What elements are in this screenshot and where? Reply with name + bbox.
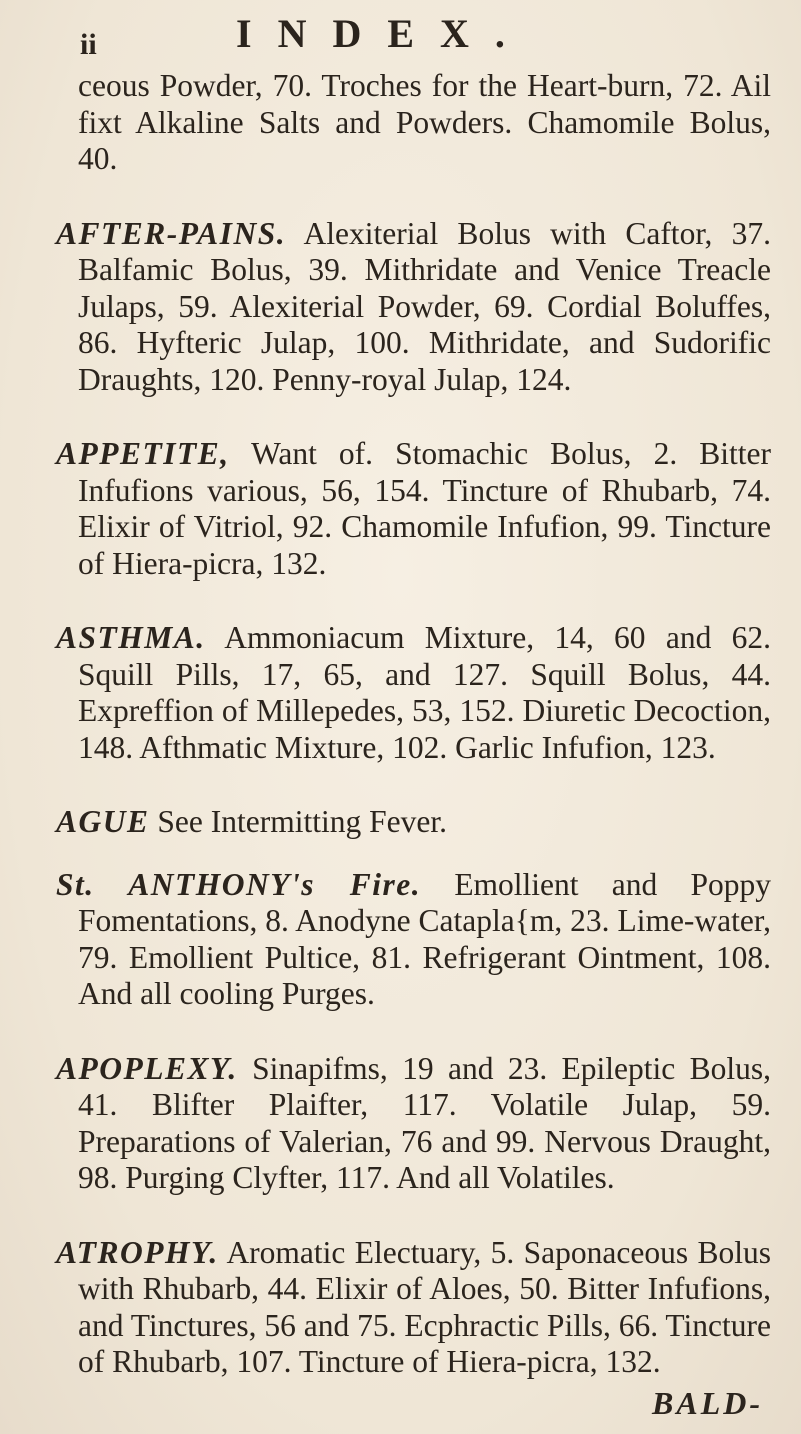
index-entry-ague xyxy=(56,804,771,841)
index-entry-apoplexy xyxy=(56,1051,771,1197)
running-head-title: INDEX. xyxy=(236,11,531,56)
entry-heading: AFTER-PAINS. xyxy=(56,215,287,251)
index-entry-asthma xyxy=(56,620,771,766)
entry-heading: APOPLEXY. xyxy=(56,1050,238,1086)
index-entry-after-pains xyxy=(56,216,771,399)
entry-text: Aromatic Electuary, 5. Saponaceous Bolus with Rhubarb, 44. Elixir of Aloes, 50. Bitter Infufions, and Tinctures, 56 and 75. Ecphractic Pills, 66. Tincture of Rhubarb, 107. Tincture of Hiera-picra, 132. xyxy=(78,1234,771,1379)
entry-heading: AGUE xyxy=(56,804,150,839)
catchword: BALD- xyxy=(652,1384,763,1421)
running-head xyxy=(56,11,761,61)
entry-text: See Intermitting Fever. xyxy=(157,804,447,839)
page-number: ii xyxy=(80,28,97,61)
entry-text: Want of. Stomachic Bolus, 2. Bitter Infufions various, 56, 154. Tincture of Rhubarb, 74. Elixir of Vitriol, 92. Chamomile Infufion, 99. Tincture of Hiera-picra, 132. xyxy=(78,436,771,581)
entry-heading: APPETITE, xyxy=(56,436,230,471)
index-entry-appetite xyxy=(56,436,771,582)
index-text xyxy=(56,68,771,1421)
entry-text: Alexiterial Bolus with Caftor, 37. Balfamic Bolus, 39. Mithridate and Venice Treacle Julaps, 59. Alexiterial Powder, 69. Cordial Boluffes, 86. Hyfteric Julap, 100. Mithridate, and Sudorific Draughts, 120. Penny-royal Julap, 124. xyxy=(78,215,771,397)
entry-heading: ATROPHY. xyxy=(56,1234,219,1270)
entry-heading: St. ANTHONY's Fire. xyxy=(56,866,422,902)
entry-text: Emollient and Poppy Fomentations, 8. Anodyne Catapla{m, 23. Lime-water, 79. Emollient Pultice, 81. Refrigerant Ointment, 108. And all cooling Purges. xyxy=(78,866,772,1011)
index-entry-st-anthony xyxy=(56,867,771,1013)
entry-text: Sinapifms, 19 and 23. Epileptic Bolus, 41. Blifter Plaifter, 117. Volatile Julap, 59. Preparations of Valerian, 76 and 99. Nervous Draught, 98. Purging Clyfter, 117. And all Volatiles. xyxy=(78,1050,772,1195)
entry-text: ceous Powder, 70. Troches for the Heart-burn, 72. Ail fixt Alkaline Salts and Powders. Chamomile Bolus, 40. xyxy=(78,68,771,176)
entry-heading: ASTHMA. xyxy=(56,620,206,655)
index-entry-atrophy xyxy=(56,1235,771,1381)
entry-text: Ammoniacum Mixture, 14, 60 and 62. Squill Pills, 17, 65, and 127. Squill Bolus, 44. Expreffion of Millepedes, 53, 152. Diuretic Decoction, 148. Afthmatic Mixture, 102. Garlic Infufion, 123. xyxy=(78,620,771,765)
index-entry-continued xyxy=(56,68,771,178)
